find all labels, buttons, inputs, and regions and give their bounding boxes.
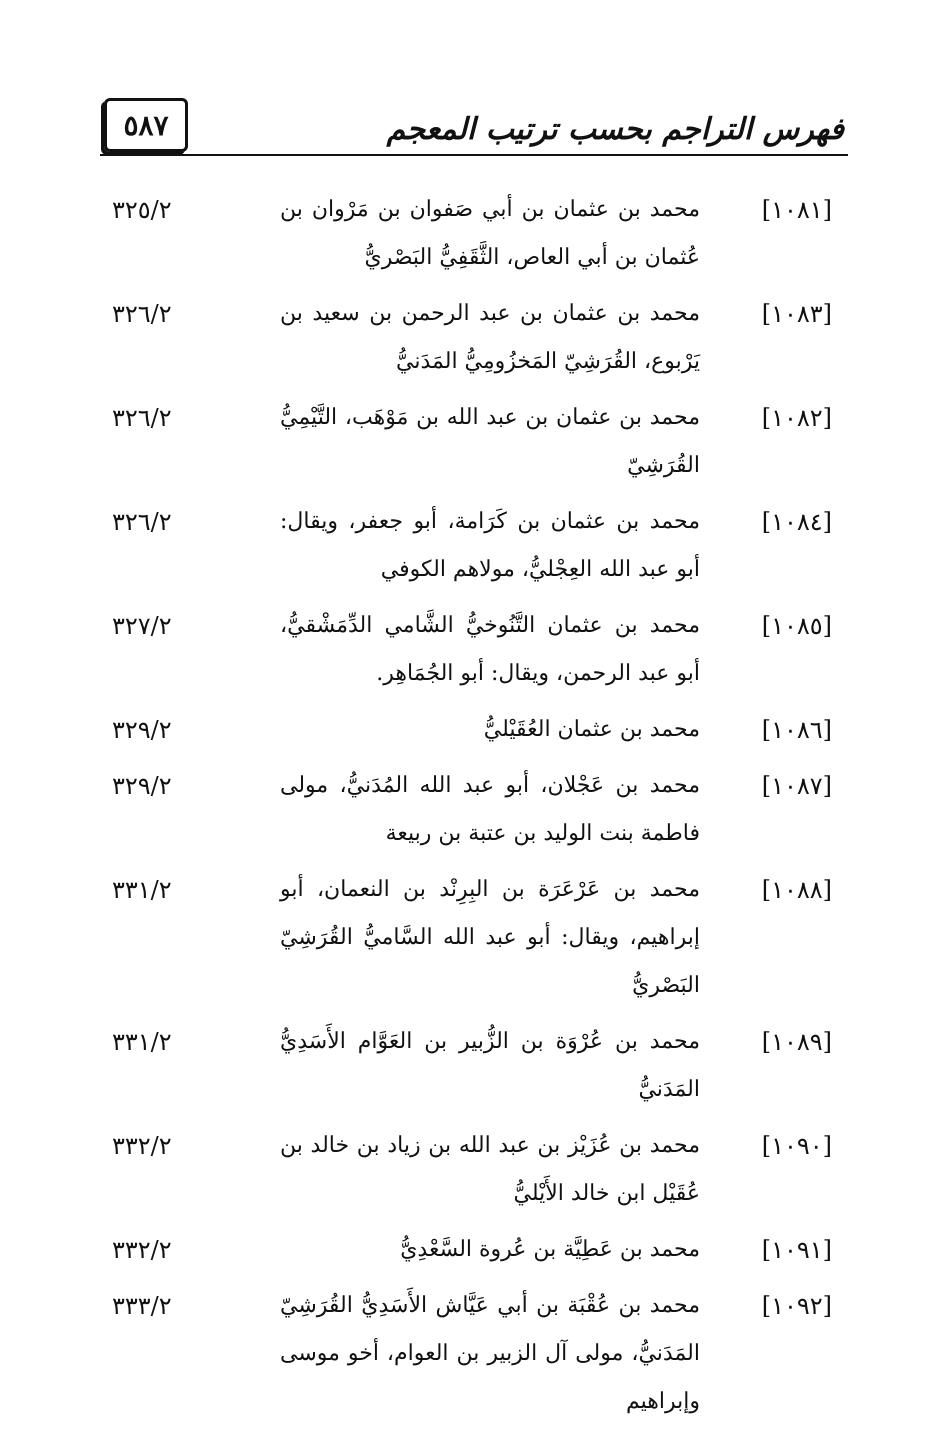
entry-reference: ٣٢٩/٢	[112, 716, 172, 744]
entry-number: [١٠٨٨]	[761, 876, 832, 904]
entry-name: محمد بن عثمان التَّنُوخيُّ الشَّامي الدِّمَشْقيُّ، أبو عبد الرحمن، ويقال: أبو الجُمَاهِر.	[280, 613, 700, 686]
entry-number: [١٠٨٧]	[761, 772, 832, 800]
entry-reference: ٣٣١/٢	[112, 1028, 172, 1056]
index-entry	[100, 866, 840, 1010]
entry-number: [١٠٩١]	[761, 1236, 832, 1264]
entry-reference: ٣٢٧/٢	[112, 612, 172, 640]
entry-name: محمد بن عُزَيْز بن عبد الله بن زياد بن خالد بن عُقَيْل ابن خالد الأَيْليُّ	[280, 1133, 700, 1206]
entry-reference: ٣٣٢/٢	[112, 1236, 172, 1264]
entry-name: محمد بن عثمان العُقَيْليُّ	[483, 717, 700, 742]
entry-number: [١٠٨١]	[761, 196, 832, 224]
entry-number: [١٠٨٥]	[761, 612, 832, 640]
entry-reference: ٣٣٢/٢	[112, 1132, 172, 1160]
entry-reference: ٣٢٩/٢	[112, 772, 172, 800]
header-divider	[100, 154, 848, 156]
index-entries	[100, 186, 840, 1434]
entry-reference: ٣٣٣/٢	[112, 1292, 172, 1320]
entry-name: محمد بن عَرْعَرَة بن البِرِنْد بن النعمان، أبو إبراهيم، ويقال: أبو عبد الله السَّاميُّ القُرَشِيّ البَصْريُّ	[280, 877, 700, 998]
entry-name: محمد بن عثمان بن أبي صَفوان بن مَرْوان بن عُثمان بن أبي العاص، الثَّقَفِيُّ البَصْريُّ	[280, 197, 700, 270]
entry-number: [١٠٨٩]	[761, 1028, 832, 1056]
entry-name: محمد بن عُرْوَة بن الزُّبير بن العَوَّام الأَسَدِيُّ المَدَنيُّ	[280, 1029, 700, 1102]
entry-reference: ٣٢٦/٢	[112, 300, 172, 328]
entry-name: محمد بن عثمان بن عبد الله بن مَوْهَب، التَّيْمِيُّ القُرَشِيّ	[280, 405, 700, 478]
index-entry	[100, 290, 840, 386]
entry-reference: ٣٢٦/٢	[112, 404, 172, 432]
entry-name: محمد بن عثمان بن عبد الرحمن بن سعيد بن يَرْبوع، القُرَشِيّ المَخزُومِيُّ المَدَنيُّ	[280, 301, 700, 374]
entry-number: [١٠٨٢]	[761, 404, 832, 432]
index-entry	[100, 394, 840, 490]
index-entry	[100, 498, 840, 594]
entry-number: [١٠٨٣]	[761, 300, 832, 328]
index-entry	[100, 706, 840, 754]
entry-reference: ٣٣١/٢	[112, 876, 172, 904]
index-entry	[100, 1226, 840, 1274]
entry-number: [١٠٨٤]	[761, 508, 832, 536]
index-entry	[100, 1018, 840, 1114]
entry-name: محمد بن عَجْلان، أبو عبد الله المُدَنيُّ، مولى فاطمة بنت الوليد بن عتبة بن ربيعة	[280, 773, 700, 846]
entry-reference: ٣٢٦/٢	[112, 508, 172, 536]
index-entry	[100, 1122, 840, 1218]
entry-number: [١٠٩٢]	[761, 1292, 832, 1320]
index-entry	[100, 186, 840, 282]
entry-name: محمد بن عُقْبَة بن أبي عَيَّاش الأَسَدِيُّ القُرَشِيّ المَدَنيُّ، مولى آل الزبير بن العوام، أخو موسى وإبراهيم	[280, 1293, 700, 1414]
index-entry	[100, 1282, 840, 1426]
entry-reference: ٣٢٥/٢	[112, 196, 172, 224]
index-entry	[100, 762, 840, 858]
entry-number: [١٠٨٦]	[761, 716, 832, 744]
running-title: فهرس التراجم بحسب ترتيب المعجم	[386, 112, 844, 147]
page-header	[100, 98, 848, 158]
entry-name: محمد بن عَطِيَّة بن عُروة السَّعْدِيُّ	[400, 1237, 700, 1262]
index-entry	[100, 602, 840, 698]
page-number: ٥٨٧	[104, 98, 188, 152]
entry-number: [١٠٩٠]	[761, 1132, 832, 1160]
entry-name: محمد بن عثمان بن كَرَامة، أبو جعفر، ويقال: أبو عبد الله العِجْليُّ، مولاهم الكوفي	[280, 509, 700, 582]
